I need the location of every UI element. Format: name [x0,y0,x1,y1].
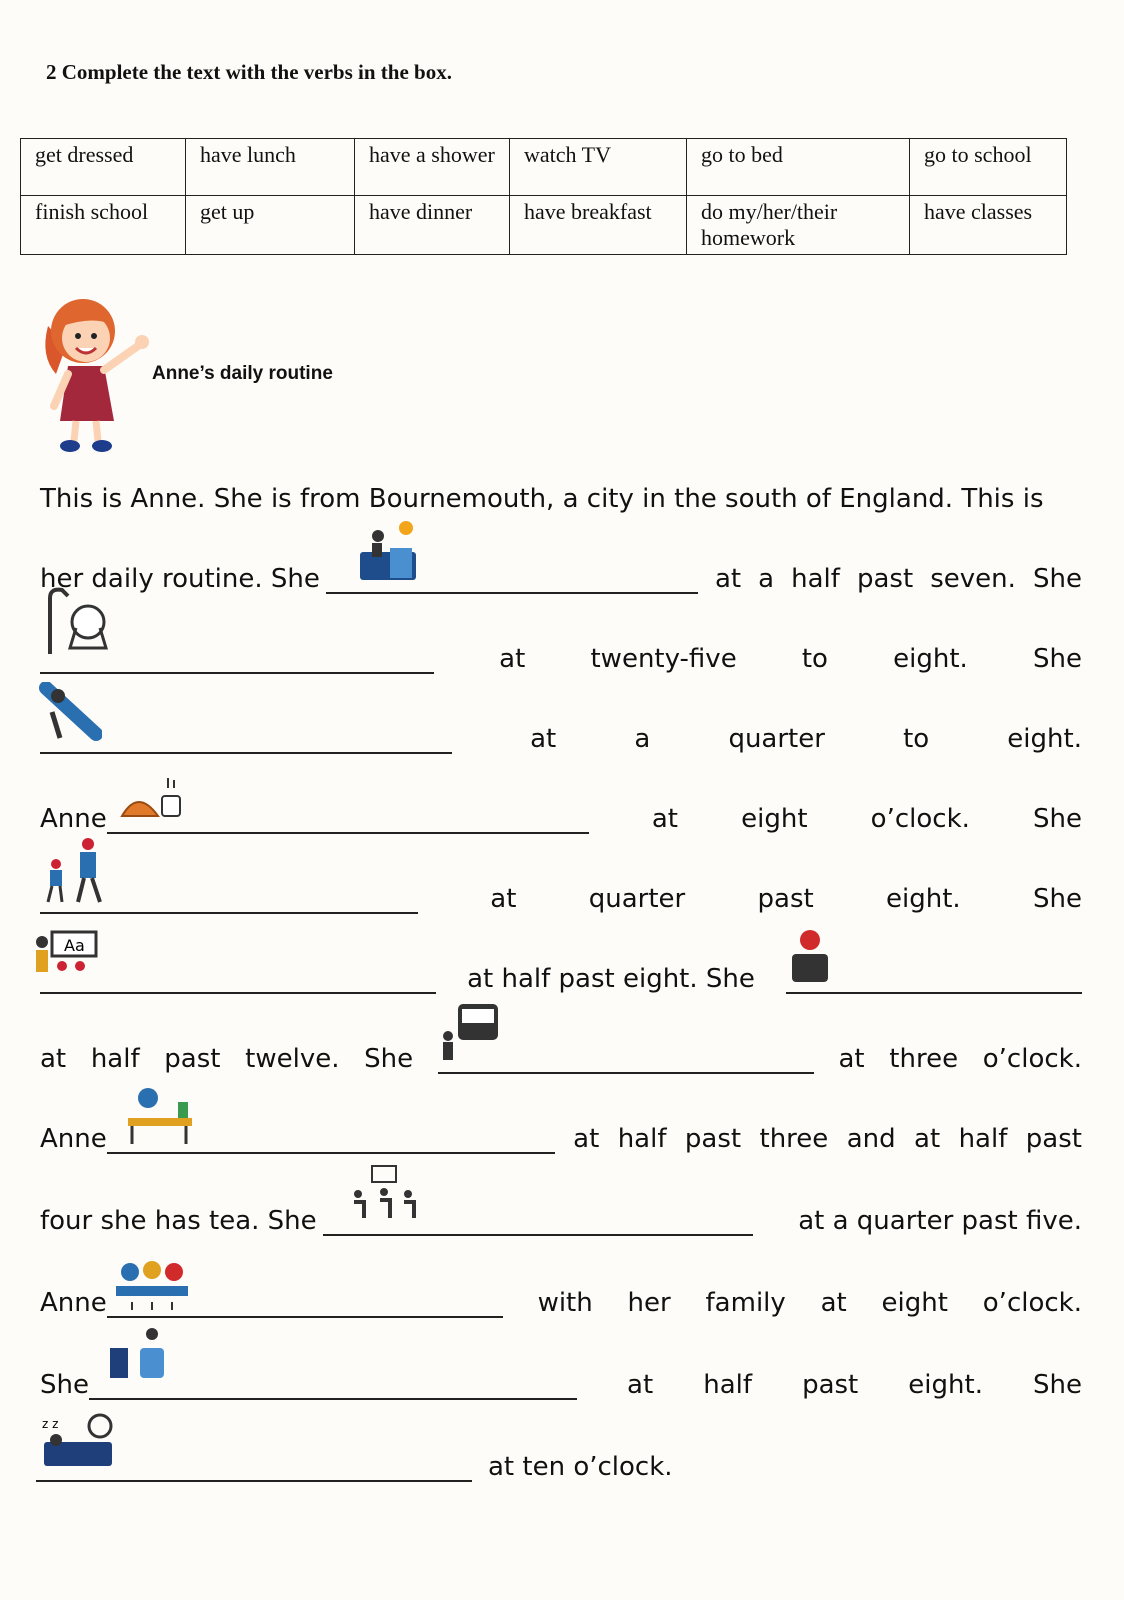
word: She [1032,564,1082,594]
text: This is Anne. She is from Bournemouth, a city in the south of England. This is [40,484,1044,514]
word: twelve. [245,1044,340,1074]
word: a [758,564,775,594]
text: at half past eight. She [467,964,755,994]
school-bus-icon [438,1000,502,1062]
text-line-8 [40,1032,1082,1074]
answer-blank[interactable] [40,670,434,674]
word: eight. [1007,724,1082,754]
text: her daily routine. She [40,564,320,594]
text-line-11 [40,1276,1082,1318]
word: to [801,644,828,674]
word: eight [741,804,808,834]
word: quarter [588,884,686,914]
verb-cell: have lunch [186,139,355,196]
word: o’clock. [982,1044,1082,1074]
word: half [791,564,840,594]
word: half [958,1124,1008,1154]
shower-icon [40,584,112,656]
word: past [757,884,814,914]
word: a [634,724,651,754]
word: She [364,1044,414,1074]
text-line-6 [40,872,1082,914]
breakfast-icon [118,774,188,822]
word: eight. [908,1370,983,1400]
text-line-10 [40,1194,1082,1236]
word: family [705,1288,786,1318]
go-to-school-icon [40,836,106,904]
answer-blank[interactable] [107,1150,555,1154]
word: at [627,1370,654,1400]
word: She [1033,804,1082,834]
text: She [40,1370,89,1400]
family-dinner-icon [112,1252,192,1316]
word: with [537,1288,593,1318]
watch-tv-icon [106,1322,168,1386]
word: past [164,1044,221,1074]
verb-cell: go to bed [687,139,910,196]
word: and [846,1124,896,1154]
text-line-3 [40,632,1082,674]
verb-cell: watch TV [510,139,687,196]
verb-box-row-2 [21,196,1067,255]
word: seven. [930,564,1016,594]
text: Anne [40,1288,107,1318]
word: past [1025,1124,1082,1154]
answer-blank[interactable] [786,990,1082,994]
verb-cell: finish school [21,196,186,255]
get-dressed-icon [38,682,102,744]
girl-waving-icon [38,286,156,456]
word: her [627,1288,671,1318]
text-line-1 [40,472,1082,514]
verb-cell: have a shower [355,139,510,196]
verb-cell: get dressed [21,139,186,196]
word: She [1033,1370,1082,1400]
playing-basketball-icon [344,1164,424,1224]
verb-cell: get up [186,196,355,255]
word: three [889,1044,959,1074]
word: half [703,1370,753,1400]
word: half [617,1124,667,1154]
answer-blank[interactable] [438,1070,814,1074]
word: half [90,1044,140,1074]
word: o’clock. [870,804,970,834]
word: twenty-five [590,644,737,674]
word: at [914,1124,941,1154]
svg-text:Aa: Aa [64,936,85,955]
word: at [714,564,742,594]
line-start [40,1288,503,1318]
verb-cell: go to school [910,139,1067,196]
answer-blank[interactable] [89,1396,577,1400]
word: three [759,1124,829,1154]
text-line-2 [40,552,1082,594]
text-line-9 [40,1112,1082,1154]
word: at [573,1124,600,1154]
go-to-bed-icon [40,1410,116,1472]
answer-blank[interactable] [323,1232,753,1236]
word: eight. [893,644,968,674]
word: o’clock. [982,1288,1082,1318]
word: past [802,1370,859,1400]
answer-blank[interactable] [107,830,589,834]
word: at [499,644,526,674]
word: past [684,1124,742,1154]
word: at [820,1288,847,1318]
verb-cell: have dinner [355,196,510,255]
word: at [651,804,679,834]
word: eight [881,1288,948,1318]
answer-blank[interactable] [36,1478,472,1482]
lunch-box-icon [788,926,832,986]
verb-cell: have classes [910,196,1067,255]
word: She [1032,644,1082,674]
answer-blank[interactable] [40,990,436,994]
word: at [40,1044,67,1074]
verb-cell: have breakfast [510,196,687,255]
answer-blank[interactable] [40,750,452,754]
word: eight. [886,884,961,914]
word: She [1032,884,1082,914]
text-line-5 [40,792,1082,834]
word: to [903,724,930,754]
verb-cell: do my/her/their homework [687,196,910,255]
word: quarter [728,724,825,754]
text-line-4 [40,712,1082,754]
instruction: 2 Complete the text with the verbs in the box. [46,60,452,84]
text: Anne [40,1124,107,1154]
word: past [857,564,914,594]
text: at a quarter past five. [798,1206,1082,1236]
verb-box [20,138,1067,255]
word: at [530,724,557,754]
have-classes-icon [34,928,98,980]
text: Anne [40,804,107,834]
text-line-13 [36,1440,736,1482]
get-up-icon [356,518,422,584]
text-line-7 [40,952,1082,994]
text: four she has tea. She [40,1206,317,1236]
word: at [838,1044,865,1074]
subtitle: Anne’s daily routine [152,363,333,384]
text: at ten o’clock. [488,1452,673,1482]
answer-blank[interactable] [326,590,698,594]
text-line-12 [40,1358,1082,1400]
word: at [490,884,517,914]
verb-box-row-1 [21,139,1067,196]
answer-blank[interactable] [40,910,418,914]
homework-icon [118,1084,196,1146]
svg-text:z z: z z [42,1417,59,1431]
